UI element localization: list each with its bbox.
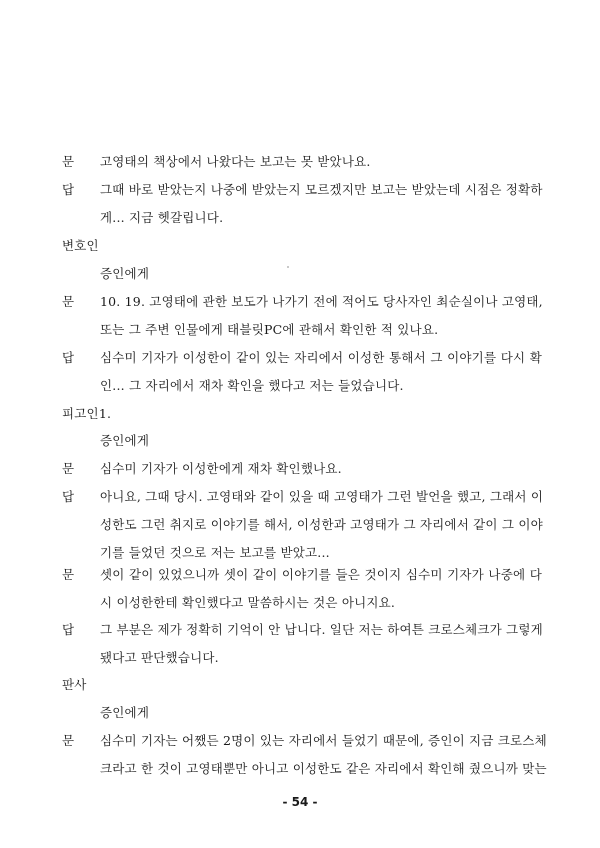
question-text: 심수미 기자는 어쨌든 2명이 있는 자리에서 들었기 때문에, 증인이 지금 크로스체 [100,733,547,748]
addressee-line: 증인에게 [100,433,150,448]
answer-text: 그때 바로 받았는지 나중에 받았는지 모르겠지만 보고는 받았는데 시점은 정확하 [100,182,543,197]
answer-label: 답 [62,489,75,504]
question-text: 고영태의 책상에서 나왔다는 보고는 못 받았나요. [100,154,371,169]
addressee-line: 증인에게 [100,266,150,281]
scan-speck [287,266,289,268]
question-text: 10. 19. 고영태에 관한 보도가 나가기 전에 적어도 당사자인 최순실이나 고영태, [100,294,543,309]
question-text: 셋이 같이 있었으니까 셋이 같이 이야기를 들은 것이지 심수미 기자가 나중에 다 [100,567,542,582]
answer-text: 됐다고 판단했습니다. [100,650,219,665]
answer-text: 기를 들었던 것으로 저는 보고를 받았고... [100,545,330,560]
addressee-line: 증인에게 [100,705,150,720]
answer-label: 답 [62,182,75,197]
question-label: 문 [62,567,75,582]
question-text: 시 이성한한테 확인했다고 말씀하시는 것은 아니지요. [100,595,396,610]
speaker-heading: 판사 [62,677,87,692]
question-label: 문 [62,733,75,748]
answer-label: 답 [62,350,75,365]
question-label: 문 [62,461,75,476]
question-text: 심수미 기자가 이성한에게 재차 확인했나요. [100,461,342,476]
answer-label: 답 [62,622,75,637]
question-label: 문 [62,154,75,169]
speaker-heading: 피고인1. [62,406,112,421]
page-number: - 54 - [282,795,318,809]
answer-text: 그 부분은 제가 정확히 기억이 안 납니다. 일단 저는 하여튼 크로스체크가 그렇게 [100,622,543,637]
question-text: 크라고 한 것이 고영태뿐만 아니고 이성한도 같은 자리에서 확인해 줬으니까 맞는 [100,761,547,776]
answer-text: 심수미 기자가 이성한이 같이 있는 자리에서 이성한 통해서 그 이야기를 다시 확 [100,350,542,365]
speaker-heading: 변호인 [62,238,99,253]
answer-text: 인... 그 자리에서 재차 확인을 했다고 저는 들었습니다. [100,378,404,393]
question-label: 문 [62,294,75,309]
answer-text: 게... 지금 헷갈립니다. [100,210,224,225]
answer-text: 성한도 그런 취지로 이야기를 해서, 이성한과 고영태가 그 자리에서 같이 그 이야 [100,517,543,532]
question-text: 또는 그 주변 인물에게 태블릿PC에 관해서 확인한 적 있나요. [100,322,439,337]
answer-text: 아니요, 그때 당시. 고영태와 같이 있을 때 고영태가 그런 발언을 했고, 그래서 이 [100,489,544,504]
